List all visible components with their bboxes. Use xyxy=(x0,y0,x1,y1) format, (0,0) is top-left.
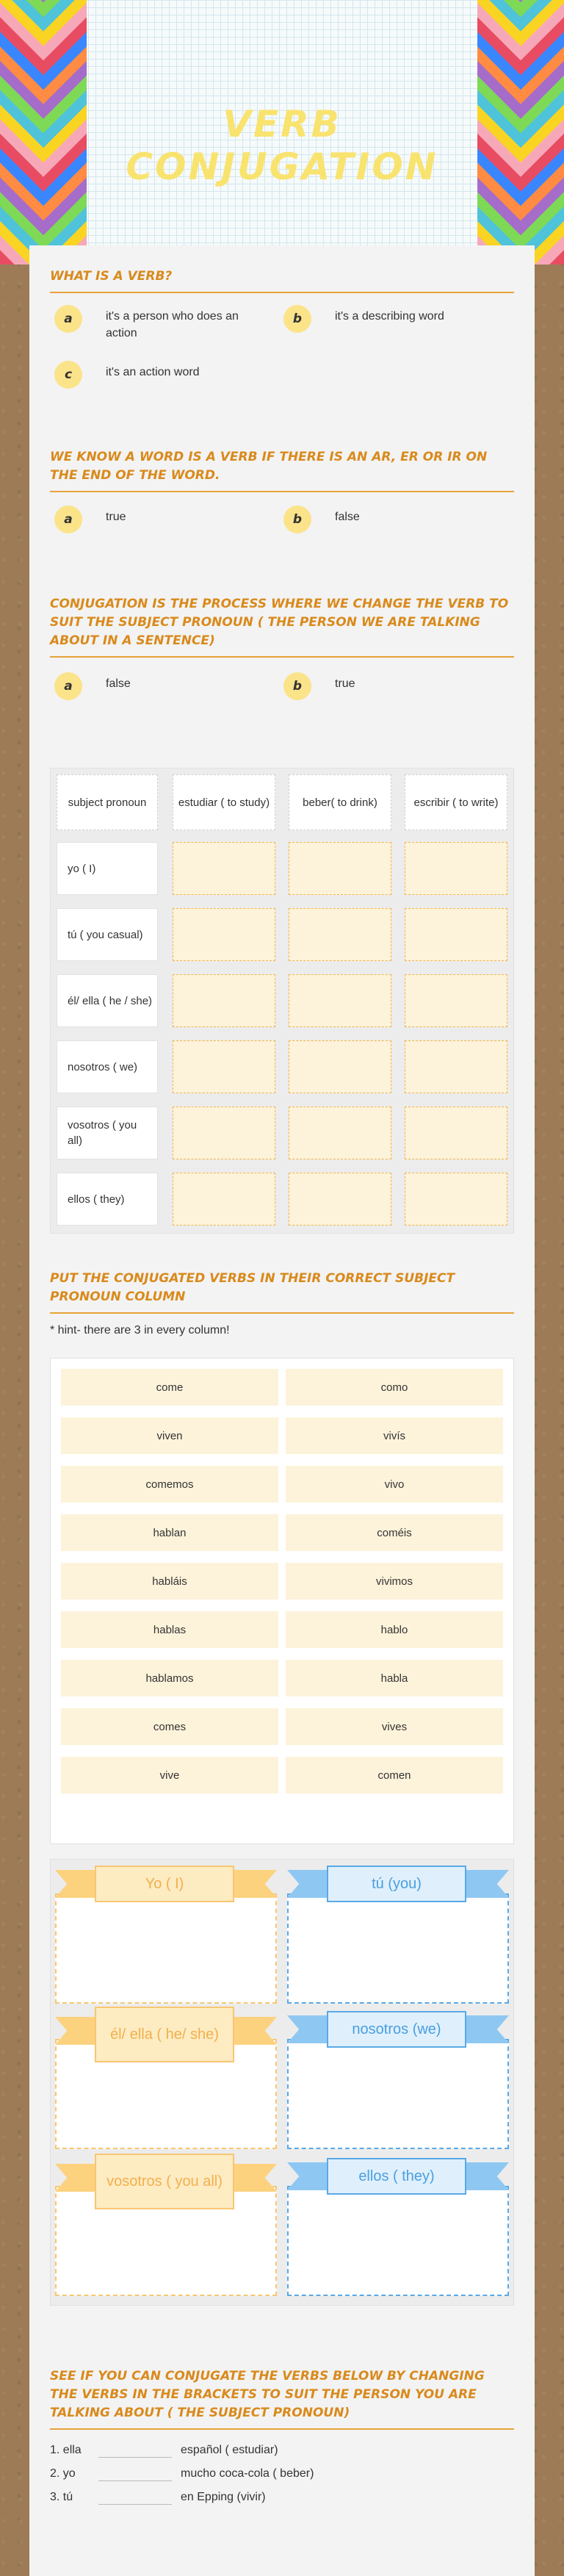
ribbon-wing-icon xyxy=(466,2162,509,2190)
option-text: true xyxy=(335,677,355,690)
option-a[interactable] xyxy=(54,508,275,533)
option-letter: a xyxy=(54,305,82,333)
category-label: vosotros ( you all) xyxy=(95,2154,234,2209)
word-chip[interactable]: vivimos xyxy=(286,1563,503,1600)
option-a[interactable] xyxy=(54,675,275,700)
question-conjugation-definition xyxy=(50,595,514,706)
blank-input[interactable] xyxy=(98,2467,172,2481)
table-drop-cell[interactable] xyxy=(173,908,275,961)
table-drop-cell[interactable] xyxy=(289,1173,391,1226)
option-text: false xyxy=(106,677,131,690)
option-text: true xyxy=(106,511,126,523)
word-chip[interactable]: hablo xyxy=(286,1611,503,1648)
word-chip[interactable]: vive xyxy=(61,1757,278,1794)
option-letter: a xyxy=(54,672,82,700)
word-chip[interactable]: como xyxy=(286,1369,503,1406)
word-chip[interactable]: habla xyxy=(286,1660,503,1697)
chevron-pattern-right xyxy=(477,0,564,265)
table-drop-cell[interactable] xyxy=(405,1040,507,1093)
table-row-header: vosotros ( you all) xyxy=(57,1107,158,1159)
option-text: it's a describing word xyxy=(335,310,444,323)
option-letter: b xyxy=(283,305,311,333)
word-chip[interactable]: coméis xyxy=(286,1514,503,1551)
table-row-header: él/ ella ( he / she) xyxy=(57,974,158,1027)
word-chip[interactable]: vives xyxy=(286,1708,503,1745)
ribbon-wing-icon xyxy=(466,2015,509,2043)
option-letter: c xyxy=(54,361,82,389)
table-drop-cell[interactable] xyxy=(405,842,507,895)
word-chip[interactable]: comen xyxy=(286,1757,503,1794)
category-drop-zone-yo[interactable] xyxy=(55,1893,277,2004)
table-header-cell: escribir ( to write) xyxy=(405,774,507,830)
word-chip[interactable]: comes xyxy=(61,1708,278,1745)
worksheet-card xyxy=(29,245,535,2576)
ribbon-wing-icon xyxy=(234,1870,277,1898)
table-drop-cell[interactable] xyxy=(173,842,275,895)
question-sort-verbs xyxy=(50,1270,514,1337)
category-drop-zone-tu[interactable] xyxy=(287,1893,509,2004)
page-title: VERB CONJUGATION xyxy=(126,103,438,188)
word-chip[interactable]: vivís xyxy=(286,1417,503,1454)
word-chip[interactable]: hablamos xyxy=(61,1660,278,1697)
category-label: nosotros (we) xyxy=(327,2011,466,2048)
option-c[interactable] xyxy=(54,364,275,389)
question-title: CONJUGATION IS THE PROCESS WHERE WE CHANGE THE VERB TO SUIT THE SUBJECT PRONOUN ( THE PERSON WE ARE TALKING ABOUT IN A SENTENCE) xyxy=(50,595,514,658)
question-verb-endings xyxy=(50,448,514,541)
ribbon-wing-icon xyxy=(287,2015,330,2043)
table-drop-cell[interactable] xyxy=(173,1040,275,1093)
option-text: it's an action word xyxy=(106,366,200,378)
option-b[interactable] xyxy=(283,308,504,333)
category-drop-zone-ellos[interactable] xyxy=(287,2186,509,2296)
conjugation-table xyxy=(50,768,514,1234)
ribbon-wing-icon xyxy=(234,2017,277,2045)
category-drop-zone-nosotros[interactable] xyxy=(287,2039,509,2149)
category-label: Yo ( I) xyxy=(95,1866,234,1902)
table-drop-cell[interactable] xyxy=(173,1107,275,1159)
option-text: it's a person who does an action xyxy=(106,310,239,339)
sentence-start: 3. tú xyxy=(50,2491,73,2503)
table-drop-cell[interactable] xyxy=(405,1107,507,1159)
option-a[interactable] xyxy=(54,308,275,342)
ribbon-wing-icon xyxy=(55,2164,98,2192)
sentence-end: en Epping (vivir) xyxy=(181,2491,266,2503)
header-banner xyxy=(0,0,564,265)
sentence-start: 2. yo xyxy=(50,2467,76,2480)
category-label: él/ ella ( he/ she) xyxy=(95,2007,234,2062)
fill-blank-line xyxy=(50,2462,514,2486)
question-what-is-verb xyxy=(50,267,514,393)
category-label: ellos ( they) xyxy=(327,2158,466,2195)
word-bank xyxy=(50,1358,514,1844)
table-drop-cell[interactable] xyxy=(289,974,391,1027)
word-chip[interactable]: hablas xyxy=(61,1611,278,1648)
table-drop-cell[interactable] xyxy=(289,842,391,895)
ribbon-wing-icon xyxy=(287,2162,330,2190)
ribbon-wing-icon xyxy=(234,2164,277,2192)
blank-input[interactable] xyxy=(98,2490,172,2505)
word-chip[interactable]: come xyxy=(61,1369,278,1406)
sentence-end: mucho coca-cola ( beber) xyxy=(181,2467,314,2480)
option-b[interactable] xyxy=(283,508,504,533)
table-drop-cell[interactable] xyxy=(405,974,507,1027)
question-title: WE KNOW A WORD IS A VERB IF THERE IS AN AR, ER OR IR ON THE END OF THE WORD. xyxy=(50,448,514,492)
fill-blank-line xyxy=(50,2439,514,2462)
table-drop-cell[interactable] xyxy=(405,1173,507,1226)
category-label: tú (you) xyxy=(327,1866,466,1902)
hint-text: * hint- there are 3 in every column! xyxy=(50,1324,230,1336)
table-row-header: tú ( you casual) xyxy=(57,908,158,961)
table-row-header: nosotros ( we) xyxy=(57,1040,158,1093)
table-header-cell: beber( to drink) xyxy=(289,774,391,830)
fill-blank-line xyxy=(50,2486,514,2509)
ribbon-wing-icon xyxy=(55,2017,98,2045)
option-text: false xyxy=(335,511,360,523)
question-fill-blanks xyxy=(50,2367,514,2509)
table-row-header: yo ( I) xyxy=(57,842,158,895)
ribbon-wing-icon xyxy=(287,1870,330,1898)
table-header-cell: estudiar ( to study) xyxy=(173,774,275,830)
table-drop-cell[interactable] xyxy=(405,908,507,961)
sentence-start: 1. ella xyxy=(50,2444,82,2456)
option-letter: b xyxy=(283,672,311,700)
table-row-header: ellos ( they) xyxy=(57,1173,158,1226)
chevron-pattern-left xyxy=(0,0,87,265)
category-drop-zones xyxy=(50,1859,514,2306)
table-drop-cell[interactable] xyxy=(173,974,275,1027)
table-drop-cell[interactable] xyxy=(289,1040,391,1093)
word-chip[interactable]: hablan xyxy=(61,1514,278,1551)
table-drop-cell[interactable] xyxy=(173,1173,275,1226)
question-title: PUT THE CONJUGATED VERBS IN THEIR CORRECT SUBJECT PRONOUN COLUMN xyxy=(50,1270,514,1314)
word-chip[interactable]: viven xyxy=(61,1417,278,1454)
word-chip[interactable]: habláis xyxy=(61,1563,278,1600)
word-chip[interactable]: comemos xyxy=(61,1466,278,1503)
option-letter: a xyxy=(54,506,82,533)
sentence-end: español ( estudiar) xyxy=(181,2444,278,2456)
table-drop-cell[interactable] xyxy=(289,1107,391,1159)
blank-input[interactable] xyxy=(98,2443,172,2458)
ribbon-wing-icon xyxy=(466,1870,509,1898)
table-header-cell: subject pronoun xyxy=(57,774,158,830)
word-chip[interactable]: vivo xyxy=(286,1466,503,1503)
question-title: WHAT IS A VERB? xyxy=(50,267,514,293)
question-title: SEE IF YOU CAN CONJUGATE THE VERBS BELOW BY CHANGING THE VERBS IN THE BRACKETS TO SUIT THE PERSON YOU ARE TALKING ABOUT ( THE SUBJECT PRONOUN) xyxy=(50,2367,514,2430)
option-letter: b xyxy=(283,506,311,533)
option-b[interactable] xyxy=(283,675,504,700)
ribbon-wing-icon xyxy=(55,1870,98,1898)
table-drop-cell[interactable] xyxy=(289,908,391,961)
